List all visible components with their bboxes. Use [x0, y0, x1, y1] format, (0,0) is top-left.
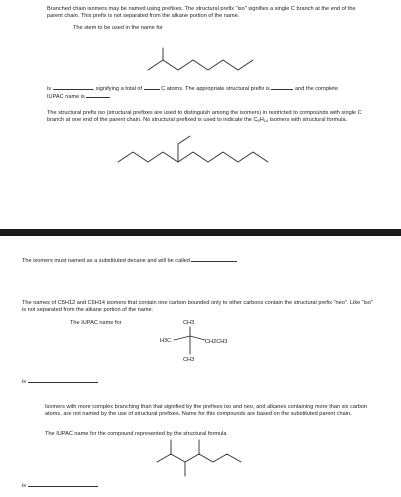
structure-ch2ch3: CH2CH3	[205, 339, 228, 345]
complex-paragraph: Isomers with more complex branching than that signified by the prefixes iso and neo, and alkanes containing more than six carbon atoms, are not named by the use of structural prefixes. Name for this compounds are based on the substituted parent chain.	[45, 404, 368, 418]
isomer-skeleton	[118, 136, 278, 170]
isoheptane-skeleton	[148, 48, 268, 78]
branched-skeleton	[157, 440, 257, 478]
intro-paragraph: Branched chain isomers may be named using prefixes. The structural prefix "iso" signifies a single C branch at the end of the parent chain. This prefix is not separated from the alkane portion of the name.	[47, 6, 356, 20]
structure-h3c: H3C	[160, 338, 172, 344]
decane-prompt: The isomers must named as a substituted decane and will be called	[22, 258, 237, 265]
neo-paragraph: The names of C5H12 and C6H14 isomers that contain one carbon bounded only to other carbons contain the structural prefix "neo". Like "iso" is not separated from the alkane portion of the name.	[22, 300, 373, 314]
answer-line-2: is	[22, 483, 98, 490]
blank-prefix[interactable]	[271, 89, 293, 90]
blank-iupac-name[interactable]	[86, 97, 110, 98]
blank-compound-name[interactable]	[28, 486, 98, 487]
bottom-panel	[0, 236, 401, 497]
iso-paragraph: The structural prefix iso (structural prefixes are used to distinguish among the isomers) in restricted to compounds with single C branch at one end of the parent chain. No structural prefixed is used to indicate the $C_6H_{14}$ isomers with structural formula.	[47, 110, 362, 124]
structure-ch3-bottom: CH3	[183, 357, 195, 363]
answer-line-1: is	[22, 379, 98, 386]
structure-ch3-top: CH3	[183, 320, 195, 326]
blank-total-carbons[interactable]	[144, 89, 160, 90]
neohexane-structure	[145, 318, 255, 368]
fill-in-line-2: IUPAC name is	[47, 94, 110, 101]
iupac-for-prompt: The IUPAC name for	[70, 320, 122, 326]
blank-neohexane-name[interactable]	[28, 382, 98, 383]
blank-decane-name[interactable]	[191, 261, 237, 262]
fill-in-line-1: is , signifying a total of C atoms. The appropriate structural prefix is and the complete	[47, 86, 338, 92]
blank-stem[interactable]	[53, 89, 93, 90]
top-panel	[0, 0, 401, 229]
compound-prompt: The IUPAC name for the compound represented by the structural formula	[45, 431, 227, 437]
stem-prompt: The stem to be used in the name for	[73, 25, 163, 31]
